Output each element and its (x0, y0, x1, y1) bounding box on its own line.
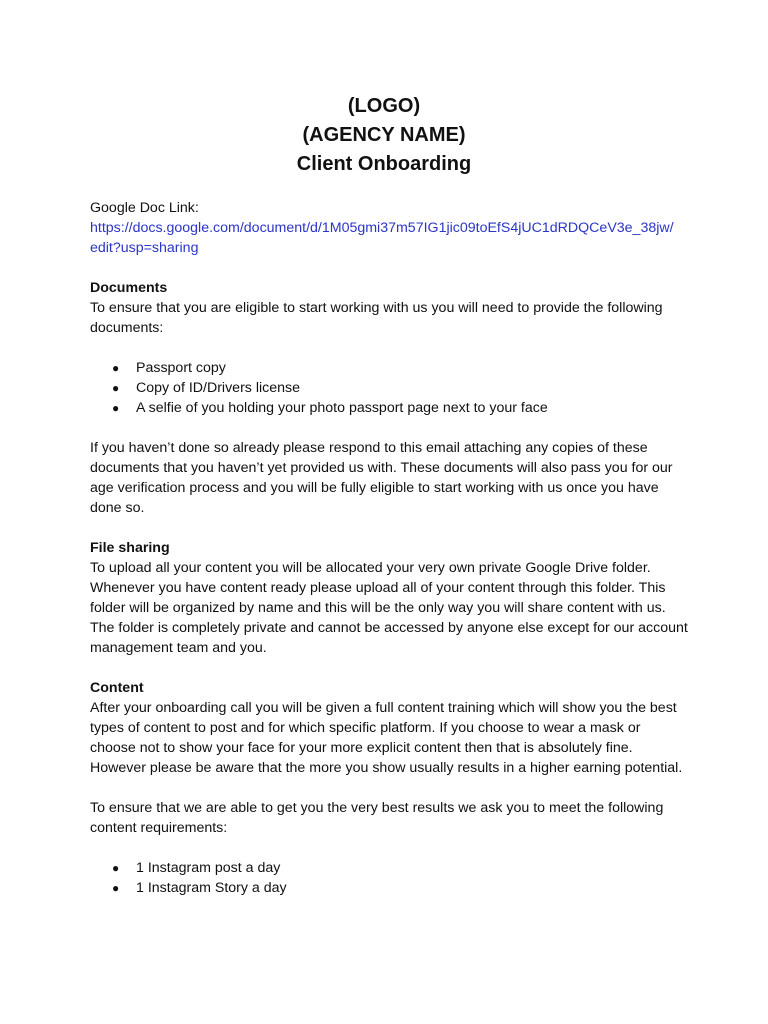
content-heading: Content (90, 680, 144, 696)
agency-name: (AGENCY NAME) (302, 124, 466, 146)
document-body (90, 198, 690, 898)
content-text: After your onboarding call you will be given a full content training which will show you the best types of content to post and for which specific platform. If you choose to wear a mask or choose not to show your face for your more explicit content then that is absolutely fine. However please be aware that the more you show usually results in a higher earning potential. (90, 700, 683, 776)
documents-followup: If you haven’t done so already please respond to this email attaching any copies of these documents that you haven’t yet provided us with. These documents will also pass you for our age verification process and you will be fully eligible to start working with us once you have done so. (90, 440, 673, 516)
document-title: Client Onboarding (296, 153, 472, 175)
bullet-icon: ● (112, 861, 120, 875)
content-requirements-intro: To ensure that we are able to get you the very best results we ask you to meet the following content requirements: (90, 800, 664, 836)
bullet-icon: ● (112, 381, 120, 395)
documents-list (90, 358, 690, 418)
list-item: ● Copy of ID/Drivers license (112, 380, 300, 396)
list-item: ● Passport copy (112, 360, 226, 376)
doc-link[interactable]: https://docs.google.com/document/d/1M05gmi37m57IG1jic09toEfS4jUC1dRDQCeV3e_38jw/edit?usp=sharing (90, 220, 674, 256)
file-sharing-heading: File sharing (90, 540, 170, 556)
list-item: ● A selfie of you holding your photo passport page next to your face (112, 400, 548, 416)
content-requirements-list (90, 858, 690, 898)
documents-intro: To ensure that you are eligible to start working with us you will need to provide the following documents: (90, 300, 663, 336)
document-header (0, 92, 768, 179)
doc-link-label: Google Doc Link: (90, 200, 199, 216)
logo-placeholder: (LOGO) (347, 95, 421, 117)
bullet-icon: ● (112, 401, 120, 415)
documents-heading: Documents (90, 280, 168, 296)
bullet-icon: ● (112, 361, 120, 375)
bullet-icon: ● (112, 881, 120, 895)
list-item: ● 1 Instagram post a day (112, 860, 281, 876)
list-item: ● 1 Instagram Story a day (112, 880, 287, 896)
file-sharing-text: To upload all your content you will be allocated your very own private Google Drive folder. Whenever you have content ready please upload all of your content through this folder. This folder will be organized by name and this will be the only way you will share content with us. The folder is completely private and cannot be accessed by anyone else except for our account management team and you. (90, 560, 688, 656)
